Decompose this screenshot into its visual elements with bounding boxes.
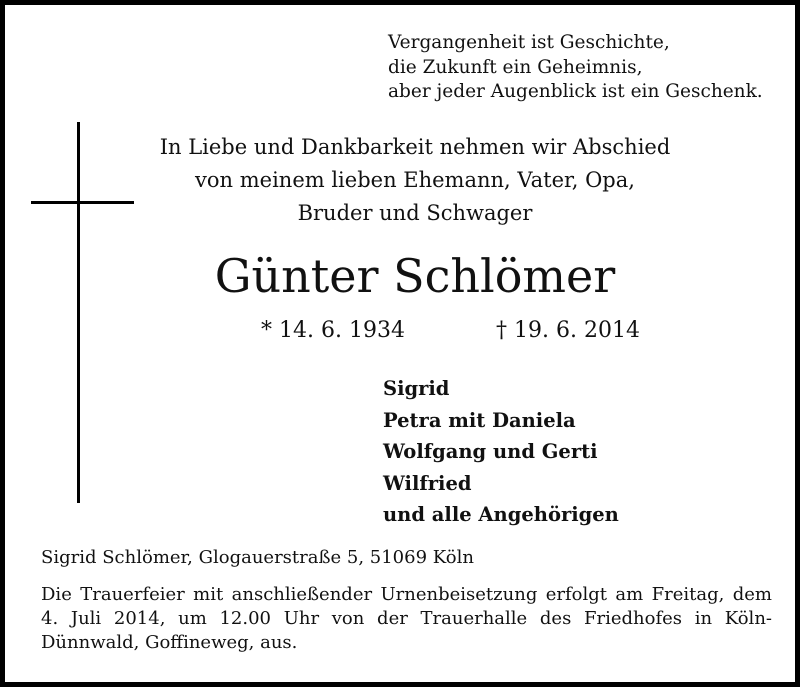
motto-line: die Zukunft ein Geheimnis, xyxy=(388,56,643,78)
funeral-line: 4. Juli 2014, um 12.00 Uhr von der Trauerhalle des Friedhofes in Köln- xyxy=(41,608,772,629)
motto xyxy=(388,31,763,105)
motto-line: Vergangenheit ist Geschichte, xyxy=(388,32,670,53)
birth-date: * 14. 6. 1934 xyxy=(261,318,405,343)
intro-line: In Liebe und Dankbarkeit nehmen wir Abschied xyxy=(159,135,671,159)
funeral-line: Die Trauerfeier mit anschließender Urnenbeisetzung erfolgt am Freitag, dem xyxy=(41,584,772,605)
contact-address: Sigrid Schlömer, Glogauerstraße 5, 51069 Köln xyxy=(41,547,474,568)
cross-icon xyxy=(77,122,80,503)
deceased-name: Günter Schlömer xyxy=(214,249,616,303)
death-date: † 19. 6. 2014 xyxy=(496,318,640,343)
funeral-details xyxy=(41,583,772,655)
intro-line: von meinem lieben Ehemann, Vater, Opa, xyxy=(195,168,635,192)
mourner: Wolfgang und Gerti xyxy=(383,440,598,463)
intro-line: Bruder und Schwager xyxy=(297,201,533,225)
mourner: Wilfried xyxy=(383,471,472,495)
intro-text xyxy=(125,131,705,230)
mourner: und alle Angehörigen xyxy=(383,503,619,526)
mourner: Petra mit Daniela xyxy=(383,408,576,432)
cross-icon-crossbar xyxy=(31,201,134,204)
funeral-line: Dünnwald, Goffineweg, aus. xyxy=(41,632,298,653)
mourner: Sigrid xyxy=(383,377,450,400)
mourners-list xyxy=(383,373,619,531)
motto-line: aber jeder Augenblick ist ein Geschenk. xyxy=(388,81,763,102)
